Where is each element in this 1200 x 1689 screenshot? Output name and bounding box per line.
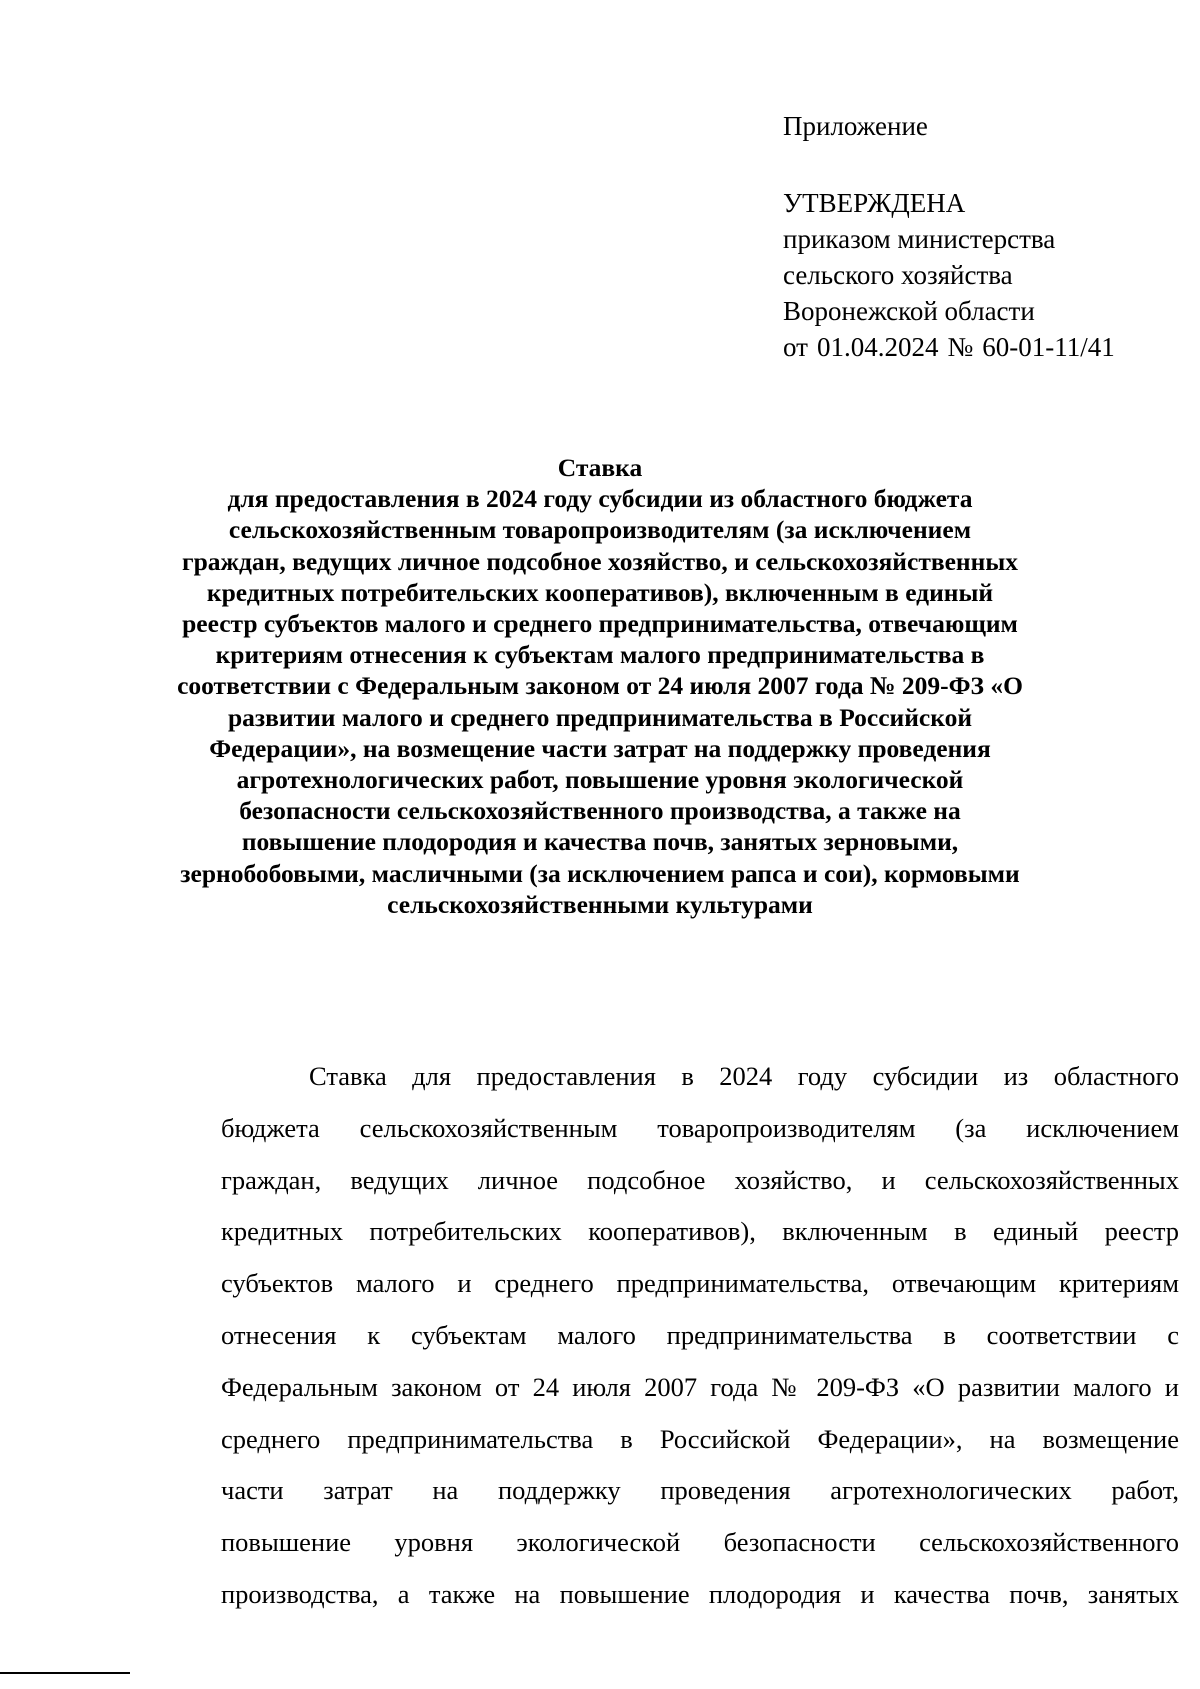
title-line: сельскохозяйственным товаропроизводителям (за исключением [228,515,972,545]
title-line: безопасности сельскохозяйственного производства, а также на [239,796,961,826]
approval-stamp [783,185,1115,365]
title-line: развитии малого и среднего предпринимательства в Российской [227,702,973,732]
body-line: бюджета сельскохозяйственным товаропроизводителям (за исключением [221,1112,1179,1143]
title-line: для предоставления в 2024 году субсидии из областного бюджета [227,484,973,514]
footnote-separator [0,1672,130,1674]
order-number-sign: № [947,332,974,362]
body-line: граждан, ведущих личное подсобное хозяйство, и сельскохозяйственных [221,1164,1179,1195]
body-paragraph [221,1051,1179,1621]
body-line: кредитных потребительских кооперативов), включенным в единый реестр [221,1216,1179,1247]
approved-by-line: приказом министерства [783,224,1056,254]
title-line: реестр субъектов малого и среднего предпринимательства, отвечающим [182,609,1018,639]
body-line: субъектов малого и среднего предпринимательства, отвечающим критериям [221,1268,1179,1299]
body-line: среднего предпринимательства в Российской Федерации», на возмещение [221,1423,1179,1454]
document-title [160,452,1040,920]
order-date: 01.04.2024 [816,332,939,362]
order-number: 60-01-11/41 [982,332,1115,362]
order-reference [783,329,1115,365]
title-line: кредитных потребительских кооперативов), включенным в единый [206,577,994,607]
title-line: граждан, ведущих личное подсобное хозяйство, и сельскохозяйственных [182,546,1018,576]
body-line: Ставка для предоставления в 2024 году субсидии из областного [309,1061,1179,1091]
title-line: повышение плодородия и качества почв, занятых зерновыми, [241,827,959,857]
approved-by-line: Воронежской области [783,296,1035,326]
title-line: критериям отнесения к субъектам малого предпринимательства в [215,640,985,670]
appendix-label: Приложение [783,111,928,141]
title-line: агротехнологических работ, повышение уровня экологической [236,765,964,795]
title-heading: Ставка [557,453,643,482]
body-line: производства, а также на повышение плодородия и качества почв, занятых [221,1578,1179,1609]
body-line: повышение уровня экологической безопасности сельскохозяйственного [221,1527,1179,1558]
approved-by-line: сельского хозяйства [783,260,1013,290]
approved-label: УТВЕРЖДЕНА [783,188,966,218]
title-line: зернобобовыми, масличными (за исключением рапса и сои), кормовыми [180,858,1020,888]
title-line: Федерации», на возмещение части затрат на поддержку проведения [209,733,991,763]
body-line: отнесения к субъектам малого предпринимательства в соответствии с [221,1319,1179,1350]
body-line: Федеральным законом от 24 июля 2007 года № 209-ФЗ «О развитии малого и [221,1371,1179,1402]
body-line: части затрат на поддержку проведения агротехнологических работ, [221,1475,1179,1506]
order-prefix: от [783,332,808,362]
title-line: сельскохозяйственными культурами [387,889,813,919]
title-line: соответствии с Федеральным законом от 24 июля 2007 года № 209-ФЗ «О [177,671,1023,701]
